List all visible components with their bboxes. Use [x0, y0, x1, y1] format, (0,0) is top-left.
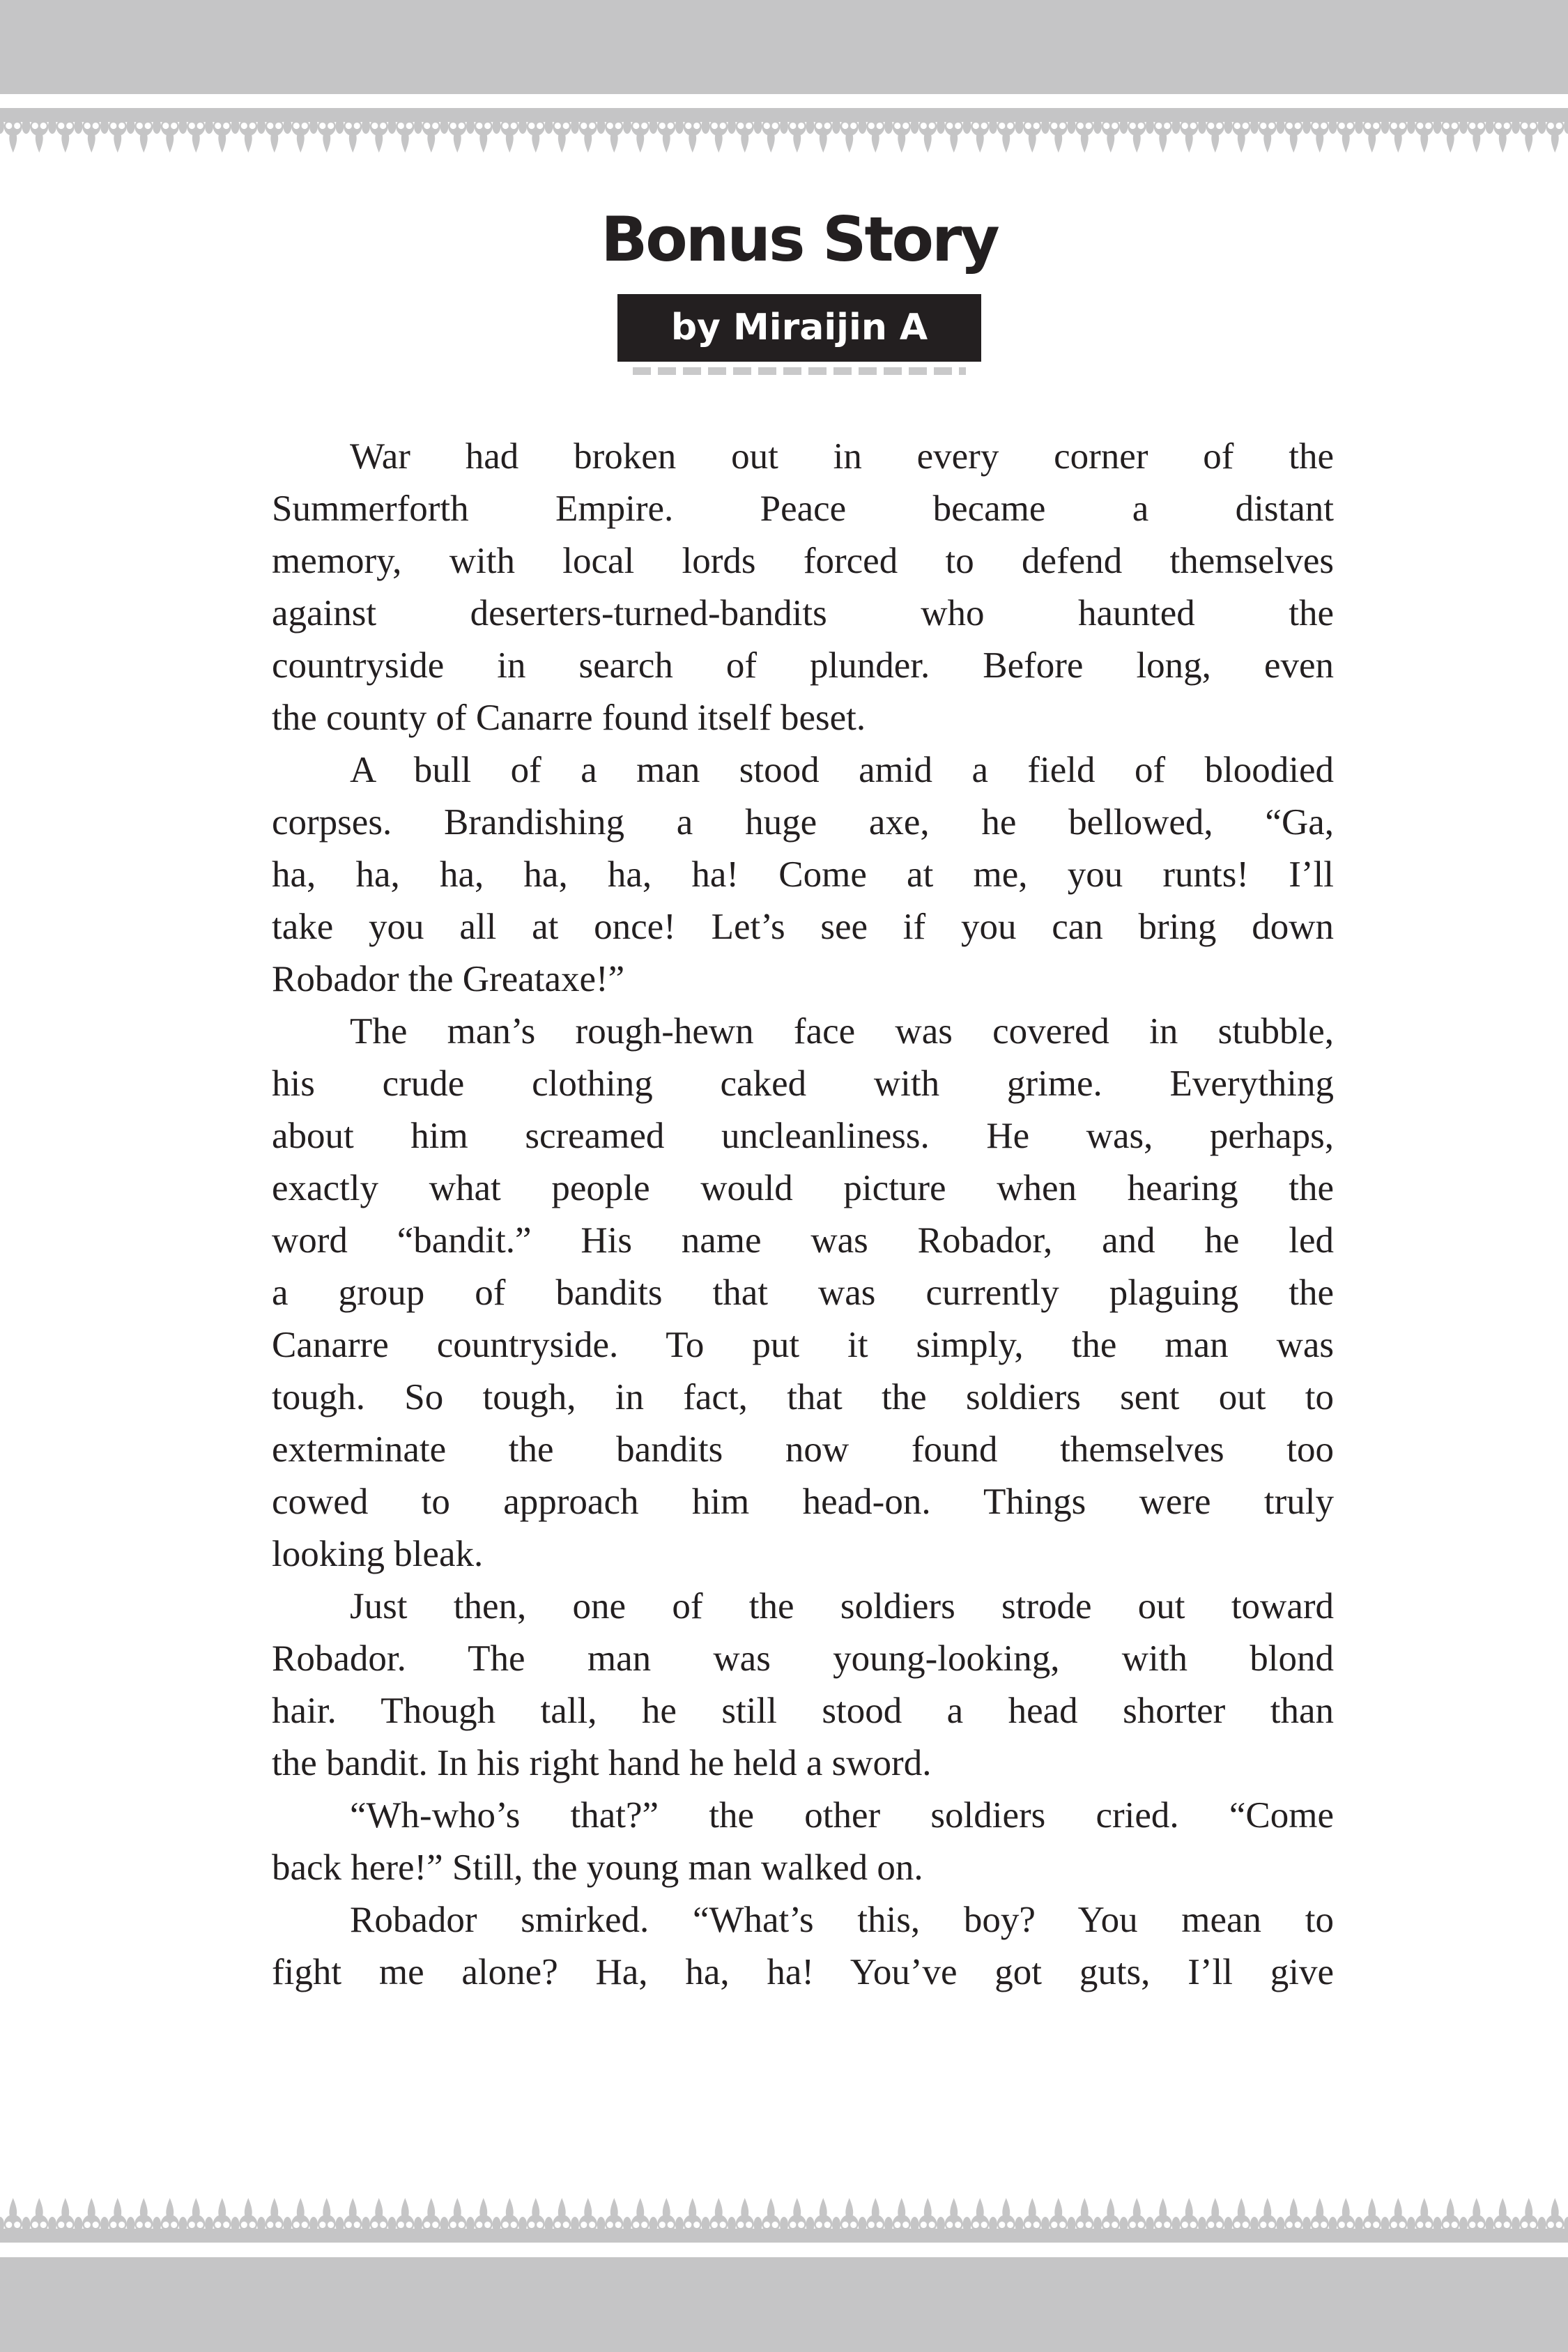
story-line: back here!” Still, the young man walked on. [272, 1847, 923, 1888]
story-line: looking bleak. [272, 1534, 484, 1574]
story-line: memory, with local lords forced to defend themselves [272, 541, 1334, 581]
story-line: Robador the Greataxe!” [272, 959, 625, 999]
story-text [272, 431, 1334, 1999]
story-line: cowed to approach him head-on. Things were truly [272, 1482, 1334, 1522]
top-gray-bar [0, 0, 1568, 94]
story-line: War had broken out in every corner of the [350, 436, 1334, 477]
story-line: “Wh-who’s that?” the other soldiers cried. “Come [350, 1795, 1334, 1836]
story-line: about him screamed uncleanliness. He was, perhaps, [272, 1116, 1334, 1156]
story-line: Robador. The man was young-looking, with blond [272, 1638, 1334, 1679]
lace-trim-bottom [0, 2196, 1568, 2243]
story-line: hair. Though tall, he still stood a head shorter than [272, 1691, 1334, 1731]
story-line: ha, ha, ha, ha, ha, ha! Come at me, you runts! I’ll [272, 854, 1334, 895]
story-line: fight me alone? Ha, ha, ha! You’ve got guts, I’ll give [272, 1952, 1334, 1992]
page-title: Bonus Story [601, 203, 998, 275]
story-line: Canarre countryside. To put it simply, the man was [272, 1325, 1334, 1365]
story-line: The man’s rough-hewn face was covered in stubble, [350, 1011, 1334, 1052]
story-line: his crude clothing caked with grime. Everything [272, 1063, 1334, 1104]
story-line: Just then, one of the soldiers strode out toward [350, 1586, 1334, 1627]
byline-label: by Miraijin A [670, 307, 928, 348]
story-line: the bandit. In his right hand he held a sword. [272, 1743, 932, 1783]
story-line: exactly what people would picture when hearing the [272, 1168, 1334, 1208]
story-line: countryside in search of plunder. Before long, even [272, 645, 1334, 686]
story-line: word “bandit.” His name was Robador, and he led [272, 1220, 1334, 1261]
story-line: Summerforth Empire. Peace became a distant [272, 489, 1334, 529]
story-line: exterminate the bandits now found themselves too [272, 1429, 1334, 1470]
story-line: take you all at once! Let’s see if you can bring down [272, 907, 1334, 947]
story-line: against deserters-turned-bandits who haunted the [272, 593, 1334, 633]
story-line: the county of Canarre found itself beset. [272, 698, 866, 738]
lace-trim-top [0, 108, 1568, 155]
story-line: tough. So tough, in fact, that the soldiers sent out to [272, 1377, 1334, 1417]
story-line: a group of bandits that was currently plaguing the [272, 1273, 1334, 1313]
bottom-gray-bar [0, 2257, 1568, 2352]
byline-box [617, 294, 981, 362]
story-line: Robador smirked. “What’s this, boy? You mean to [350, 1900, 1334, 1940]
story-line: corpses. Brandishing a huge axe, he bellowed, “Ga, [272, 802, 1334, 843]
story-line: A bull of a man stood amid a field of bloodied [350, 750, 1334, 790]
byline-box-shadow [633, 367, 966, 375]
